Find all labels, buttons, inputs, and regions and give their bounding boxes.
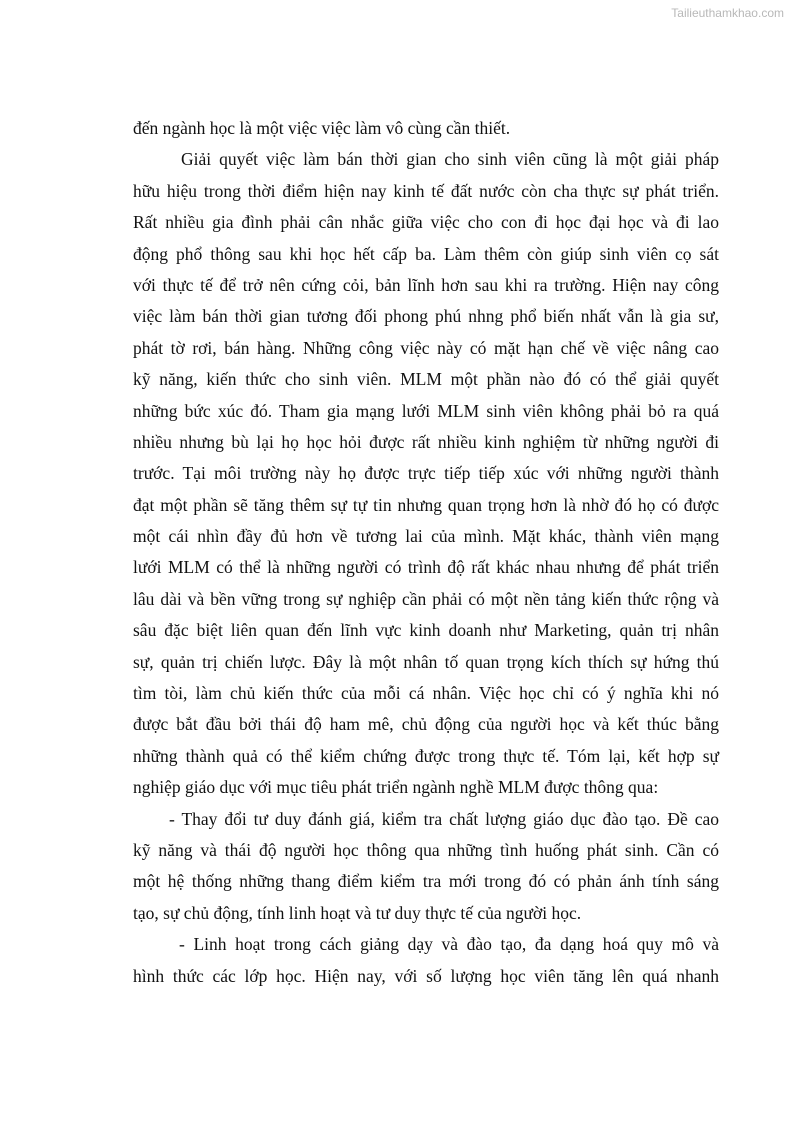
- paragraph-first-line: Giải quyết việc làm bán thời gian cho sinh viên cũng là một giải pháp: [181, 149, 719, 170]
- text-line: những bức xúc đó. Tham gia mạng lưới MLM sinh viên không phải bỏ ra quá: [133, 400, 719, 421]
- text-line: một hệ thống những thang điểm kiểm tra mới trong đó có phản ánh tính sáng: [133, 871, 719, 892]
- body-text: [133, 113, 719, 992]
- bullet-first-line: - Linh hoạt trong cách giảng dạy và đào tạo, đa dạng hoá quy mô và: [179, 934, 719, 955]
- text-line: được bắt đầu bởi thái độ ham mê, chủ động của người học và kết thúc bằng: [133, 714, 719, 735]
- text-line: đạt một phần sẽ tăng thêm sự tự tin nhưng quan trọng hơn là nhờ đó họ có được: [133, 494, 719, 515]
- text-line: lâu dài và bền vững trong sự nghiệp cần phải có một nền tảng kiến thức rộng và: [133, 588, 719, 609]
- text-line: kỹ năng và thái độ người học thông qua những tình huống phát sinh. Cần có: [133, 839, 719, 860]
- bullet-first-line: - Thay đổi tư duy đánh giá, kiểm tra chất lượng giáo dục đào tạo. Đề cao: [169, 808, 719, 829]
- text-line: tạo, sự chủ động, tính linh hoạt và tư duy thực tế của người học.: [133, 902, 582, 923]
- text-line: phát tờ rơi, bán hàng. Những công việc này có mặt hạn chế về việc nâng cao: [133, 337, 719, 358]
- text-line: với thực tế để trở nên cứng cỏi, bản lĩnh hơn sau khi ra trường. Hiện nay công: [133, 274, 719, 295]
- text-line: một cái nhìn đầy đủ hơn về tương lai của mình. Mặt khác, thành viên mạng: [133, 526, 719, 547]
- text-line: nghiệp giáo dục với mục tiêu phát triển ngành nghề MLM được thông qua:: [133, 777, 659, 798]
- text-line: đến ngành học là một việc việc làm vô cùng cần thiết.: [133, 118, 511, 138]
- text-line: kỹ năng, kiến thức cho sinh viên. MLM một phần nào đó có thể giải quyết: [133, 369, 719, 390]
- text-line: hữu hiệu trong thời điểm hiện nay kinh tế đất nước còn cha thực sự phát triển.: [133, 180, 719, 201]
- text-line: hình thức các lớp học. Hiện nay, với số lượng học viên tăng lên quá nhanh: [133, 965, 719, 986]
- text-line: sự, quản trị chiến lược. Đây là một nhân tố quan trọng kích thích sự hứng thú: [133, 651, 719, 672]
- text-line: lưới MLM có thể là những người có trình độ rất khác nhau nhưng để phát triển: [133, 557, 719, 578]
- text-line: tìm tòi, làm chủ kiến thức của mỗi cá nhân. Việc học chỉ có ý nghĩa khi nó: [133, 683, 719, 704]
- text-line: động phổ thông sau khi học hết cấp ba. Làm thêm còn giúp sinh viên cọ sát: [133, 243, 719, 264]
- text-line: những thành quả có thể kiểm chứng được trong thực tế. Tóm lại, kết hợp sự: [133, 745, 719, 766]
- text-line: sâu đặc biệt liên quan đến lĩnh vực kinh doanh như Marketing, quản trị nhân: [133, 620, 719, 641]
- text-line: trước. Tại môi trường này họ được trực tiếp tiếp xúc với những người thành: [133, 463, 719, 484]
- text-line: Rất nhiều gia đình phải cân nhắc giữa việc cho con đi học đại học và đi lao: [133, 212, 719, 233]
- text-line: việc làm bán thời gian tương đối phong phú nhng phổ biến nhất vẫn là gia sư,: [133, 306, 719, 327]
- watermark: Tailieuthamkhao.com: [671, 6, 784, 20]
- text-line: nhiều nhưng bù lại họ học hỏi được rất nhiều kinh nghiệm từ những người đi: [133, 431, 719, 452]
